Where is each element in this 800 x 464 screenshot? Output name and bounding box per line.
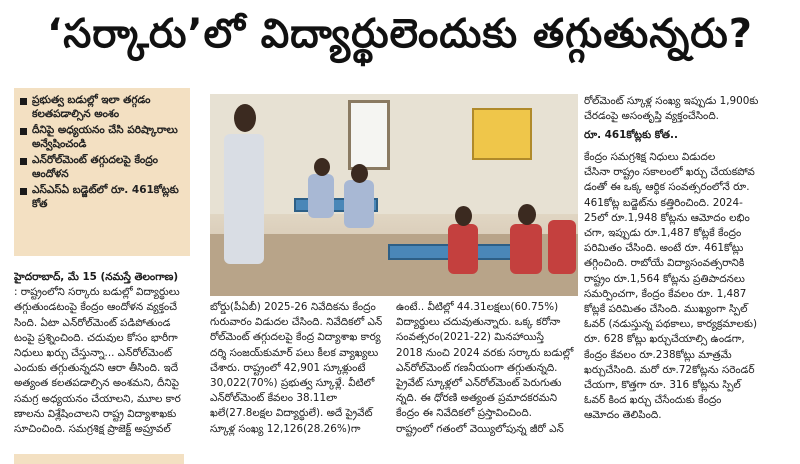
footer-highlight-strip bbox=[14, 454, 184, 464]
text-line: రాష్ట్రం రూ.1,564 కోట్లను ప్రతిపాదనలు bbox=[584, 272, 745, 285]
highlights-box bbox=[14, 88, 190, 256]
photo-student-head bbox=[455, 206, 472, 226]
text-line: చేరడంపై అసంతృప్తి వ్యక్తంచేసింది. bbox=[584, 110, 719, 123]
text-line: చేశారు. రాష్ట్రంలో 42,901 స్కూళ్లుంటే bbox=[210, 361, 366, 374]
text-line: తగ్గించింది. రాబోయే విద్యాసంవత్సరానికి bbox=[584, 257, 745, 270]
text-line: సంవత్సరం(2021-22) మినహాయిస్తే bbox=[396, 331, 544, 344]
classroom-photo bbox=[210, 94, 578, 296]
text-line: చేయగా, కొత్తగా రూ. 316 కోట్లను స్పిల్ bbox=[584, 379, 741, 392]
text-line: 25లో రూ.1,948 కోట్లను ఆమోదం లభిం bbox=[584, 211, 750, 224]
bullet-icon bbox=[20, 188, 27, 195]
text-line: ప్రైవేట్ స్కూళ్లలో ఎన్‌రోల్‌మెంట్ పెరుగుతు bbox=[396, 377, 562, 390]
highlight-text: ఎస్ఎస్ఏ బడ్జెట్‌లో రూ. 461కోట్లకు కోత bbox=[32, 184, 179, 210]
text-line: సమర్పించగా, కేంద్రం కేవలం రూ. 1,487 bbox=[584, 287, 747, 300]
photo-teacher bbox=[224, 134, 264, 264]
text-line: నిధులు ఖర్చు చేస్తున్నా... ఎన్‌రోల్‌మెంట్ bbox=[14, 347, 173, 360]
text-line: సింది. ఏటా ఎన్‌రోల్‌మెంట్ పడిపోతుండ bbox=[14, 316, 171, 329]
text-line: ఆమోదం తెలిపింది. bbox=[584, 409, 662, 422]
text-line: దర్శి సంజయ్‌కుమార్ పలు కీలక వ్యాఖ్యలు bbox=[210, 346, 379, 359]
text-line: ఎన్‌రోల్‌మెంట్ గణనీయంగా తగ్గుతున్నది. bbox=[396, 361, 558, 374]
middle-column-body bbox=[210, 300, 390, 446]
text-line: రోల్‌మెంట్ తగ్గుదలపై కేంద్ర విద్యాశాఖ కార్య bbox=[210, 331, 381, 344]
highlight-item bbox=[20, 153, 184, 181]
text-line: డంతో ఈ ఒక్క ఆర్థిక సంవత్సరంలోనే రూ. bbox=[584, 181, 750, 194]
subhead: రూ. 461కోట్లకు కోత.. bbox=[584, 129, 678, 141]
right-column-top bbox=[584, 94, 784, 126]
highlight-text: ఎన్‌రోల్‌మెంట్ తగ్గుదలపై కేంద్రం ఆందోళన bbox=[32, 154, 158, 180]
photo-student-head bbox=[351, 164, 368, 183]
text-line: : రాష్ట్రంలోని సర్కారు బడుల్లో విద్యార్థులు bbox=[14, 286, 180, 299]
text-line: ఓవర్ (నడుస్తున్న పథకాలు, కార్యక్రమాలకు) bbox=[584, 318, 758, 331]
text-line: రాష్ట్రంలో గతంలో వెయ్యిలోపున్న జీరో ఎన్ bbox=[396, 422, 564, 435]
center-column-body bbox=[396, 300, 578, 446]
text-line: అత్యంత కలతపడాల్సిన అంశమని, దీనిపై bbox=[14, 377, 180, 390]
text-line: 2018 నుంచి 2024 వరకు సర్కారు బడుల్లో bbox=[396, 346, 574, 359]
right-column-body bbox=[584, 150, 784, 464]
text-line: ఎందుకు తగ్గుతున్నదని ఆరా తీసింది. ఇదే bbox=[14, 362, 179, 375]
highlight-item bbox=[20, 123, 184, 151]
text-line: సూచించింది. సమగ్రశిక్ష ప్రాజెక్ట్ అప్రూవల్ bbox=[14, 423, 171, 436]
text-line: ఎన్‌రోల్‌మెంట్ కేవలం 38.11లా bbox=[210, 392, 337, 405]
text-line: తగ్గుతుండటంపై కేంద్రం ఆందోళన వ్యక్తంచే bbox=[14, 301, 178, 314]
bullet-icon bbox=[20, 128, 27, 135]
text-line: విద్యార్థులు చదువుతున్నారు. ఒక్క కరోనా bbox=[396, 316, 561, 329]
bullet-icon bbox=[20, 98, 27, 105]
headline: ‘సర్కారు’లో విద్యార్థులెందుకు తగ్గుతున్నరు? bbox=[47, 11, 753, 57]
photo-student bbox=[510, 224, 542, 274]
text-line: చగా, ఇప్పుడు రూ.1,487 కోట్లకే కేంద్రం bbox=[584, 227, 742, 240]
text-line: ఓవర్ కింద ఖర్చు చేసేందుకు కేంద్రం bbox=[584, 394, 722, 407]
photo-student bbox=[344, 180, 374, 228]
bullet-icon bbox=[20, 158, 27, 165]
text-line: ఖర్చుచేసింది. మరో రూ.72కోట్లను సరెండర్ bbox=[584, 363, 755, 376]
text-line: ణాలను విశ్లేషించాలని రాష్ట్ర విద్యాశాఖకు bbox=[14, 407, 177, 420]
right-column-subhead-wrap bbox=[584, 128, 784, 146]
text-line: చేసినా రాష్ట్రం సకాలంలో ఖర్చు చేయకపోవ bbox=[584, 166, 755, 179]
photo-notice-board bbox=[472, 108, 532, 160]
text-line: రోల్‌మెంట్ స్కూళ్ల సంఖ్య ఇప్పుడు 1,900కు bbox=[584, 95, 759, 107]
text-line: ఉంటే.. వీటిల్లో 44.31లక్షలు(60.75%) bbox=[396, 301, 559, 313]
text-line: పరిమితం చేసింది. అంటే రూ. 461కోట్లు bbox=[584, 242, 744, 255]
photo-student bbox=[448, 224, 478, 274]
photo-teacher-head bbox=[234, 104, 256, 132]
dateline: హైదరాబాద్, మే 15 (నమస్తే తెలంగాణ) bbox=[14, 271, 179, 283]
text-line: స్కూళ్ల సంఖ్య 12,126(28.26%)గా bbox=[210, 422, 361, 435]
text-line: కేంద్రం సమగ్రశిక్ష నిధులు విడుదల bbox=[584, 151, 716, 163]
text-line: కేంద్రం ఈ నివేదికలో ప్రస్తావించింది. bbox=[396, 407, 532, 420]
text-line: కోట్లకే పరిమితం చేసింది. ముఖ్యంగా స్పిల్ bbox=[584, 303, 748, 316]
text-line: గురువారం విడుదల చేసింది. నివేదికలో ఎన్ bbox=[210, 316, 383, 329]
text-line: టంపై ప్రశ్నించింది. చదువుల కోసం భారీగా bbox=[14, 331, 178, 344]
highlight-item bbox=[20, 183, 184, 211]
text-line: కేంద్రం కేవలం రూ.238కోట్లు మాత్రమే bbox=[584, 348, 732, 361]
photo-window bbox=[348, 100, 390, 170]
text-line: ఖలే(27.8లక్షల విద్యార్థులే). అదే ప్రైవేట్ bbox=[210, 407, 373, 420]
left-column-body bbox=[14, 270, 202, 452]
highlight-text: దీనిపై అధ్యయనం చేసి పరిష్కారాలు అన్వేషించండి bbox=[32, 124, 178, 150]
text-line: సమగ్ర అధ్యయనం చేయాలని, మూల కార bbox=[14, 392, 181, 405]
text-line: బోర్డు(పీఏబీ) 2025-26 నివేదికను కేంద్రం bbox=[210, 301, 376, 313]
text-line: 30,022(70%) ప్రభుత్వ స్కూళ్లే. వీటిలో bbox=[210, 377, 375, 390]
photo-student bbox=[308, 174, 334, 218]
photo-student-head bbox=[314, 158, 330, 176]
text-line: రూ. 628 కోట్లు ఖర్చుచేయాల్సి ఉండగా, bbox=[584, 333, 745, 346]
text-line: న్నది. ఈ ధోరణి అత్యంత ప్రమాదకరమని bbox=[396, 392, 558, 405]
photo-student bbox=[548, 220, 576, 274]
text-line: 461కోట్ల బడ్జెట్‌ను కత్తిరించింది. 2024- bbox=[584, 196, 743, 209]
highlight-text: ప్రభుత్వ బడుల్లో ఇలా తగ్గడం కలతపడాల్సిన అంశం bbox=[32, 94, 151, 120]
highlight-item bbox=[20, 93, 184, 121]
photo-student-head bbox=[518, 204, 536, 225]
